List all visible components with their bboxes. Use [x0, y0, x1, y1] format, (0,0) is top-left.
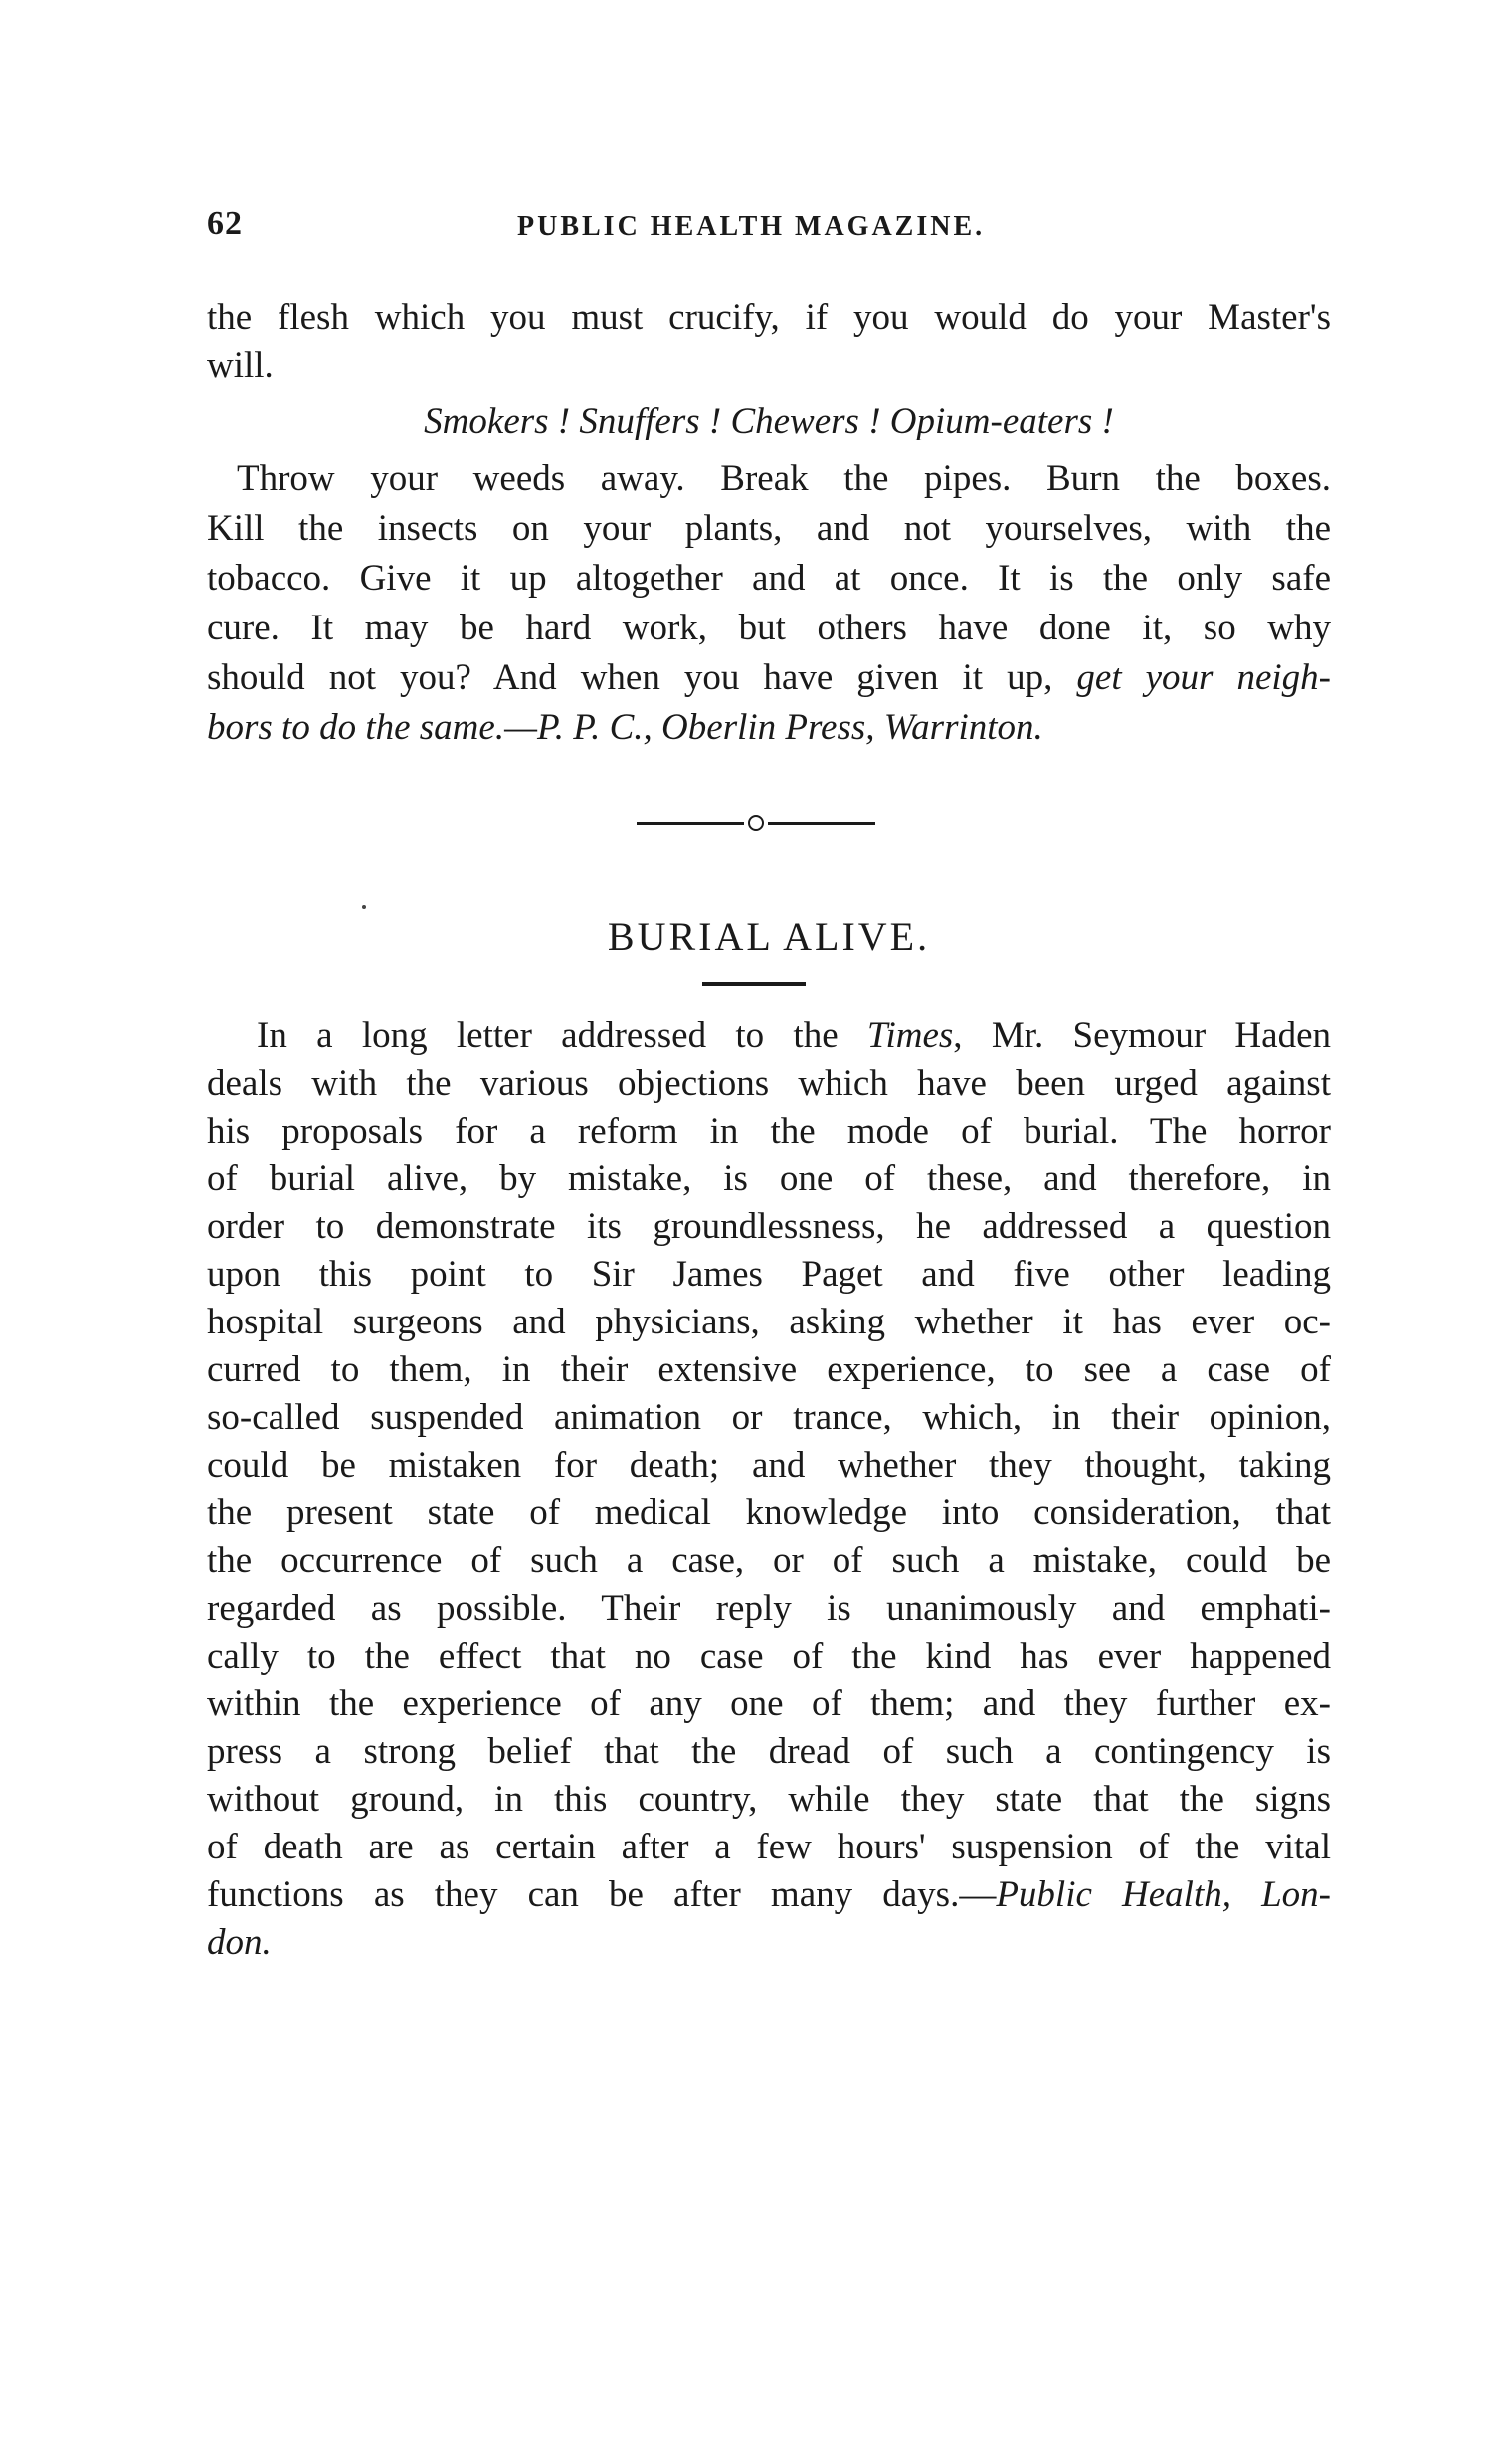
article-line: curred to them, in their extensive experience, to see a case of	[207, 1349, 1331, 1390]
article-line: upon this point to Sir James Paget and five other leading	[207, 1254, 1331, 1295]
separator-line	[637, 822, 744, 825]
paragraph-line: tobacco. Give it up altogether and at once. It is the only safe	[207, 558, 1331, 599]
running-head: PUBLIC HEALTH MAGAZINE.	[517, 211, 986, 242]
title-rule	[702, 982, 806, 986]
body-line-1: the flesh which you must crucify, if you would do your Master's	[207, 297, 1331, 338]
paragraph-line: Throw your weeds away. Break the pipes. Burn the boxes.	[237, 458, 1331, 499]
page-number: 62	[207, 205, 243, 242]
article-line: the present state of medical knowledge into consideration, that	[207, 1493, 1331, 1533]
article-line: cally to the effect that no case of the kind has ever happened	[207, 1636, 1331, 1676]
article-line: hospital surgeons and physicians, asking whether it has ever oc-	[207, 1302, 1331, 1342]
newspaper-name: Times	[866, 1015, 954, 1056]
article-line: of death are as certain after a few hours' suspension of the vital	[207, 1827, 1331, 1867]
paragraph-final-line: bors to do the same.—P. P. C., Oberlin Press, Warrinton.	[207, 707, 1043, 748]
speck	[362, 905, 366, 909]
article-line	[207, 1871, 1331, 1919]
section-separator	[637, 803, 875, 843]
article-line: deals with the various objections which have been urged against	[207, 1063, 1331, 1104]
article-line: regarded as possible. Their reply is unanimously and emphati-	[207, 1588, 1331, 1629]
line-text: , Mr. Seymour Haden	[953, 1015, 1331, 1056]
article-line: order to demonstrate its groundlessness, he addressed a question	[207, 1206, 1331, 1247]
article-line	[207, 1012, 1331, 1060]
article-final-line: don.	[207, 1922, 272, 1963]
article-line: the occurrence of such a case, or of such a mistake, could be	[207, 1540, 1331, 1581]
line-text: In a long letter addressed to the	[257, 1015, 867, 1056]
body-line-2: will.	[207, 345, 274, 386]
source-citation: Public Health, Lon-	[996, 1874, 1331, 1915]
line-text: should not you? And when you have given it up,	[207, 657, 1077, 698]
section-title: BURIAL ALIVE.	[607, 914, 931, 959]
separator-circle	[748, 815, 764, 831]
line-text-italic: get your neigh-	[1076, 657, 1332, 698]
article-line: his proposals for a reform in the mode of burial. The horror	[207, 1111, 1331, 1151]
separator-line	[768, 822, 875, 825]
paragraph-line: Kill the insects on your plants, and not yourselves, with the	[207, 508, 1331, 549]
line-text: functions as they can be after many days.—	[207, 1874, 997, 1915]
article-line: press a strong belief that the dread of such a contingency is	[207, 1731, 1331, 1772]
exclamation-line: Smokers ! Snuffers ! Chewers ! Opium-eaters !	[424, 401, 1114, 441]
article-line: without ground, in this country, while they state that the signs	[207, 1779, 1331, 1820]
paragraph-line	[207, 654, 1331, 702]
paragraph-line: cure. It may be hard work, but others have done it, so why	[207, 608, 1331, 648]
article-line: within the experience of any one of them; and they further ex-	[207, 1683, 1331, 1724]
article-line: so-called suspended animation or trance, which, in their opinion,	[207, 1397, 1331, 1438]
article-line: of burial alive, by mistake, is one of these, and therefore, in	[207, 1158, 1331, 1199]
article-line: could be mistaken for death; and whether they thought, taking	[207, 1445, 1331, 1486]
